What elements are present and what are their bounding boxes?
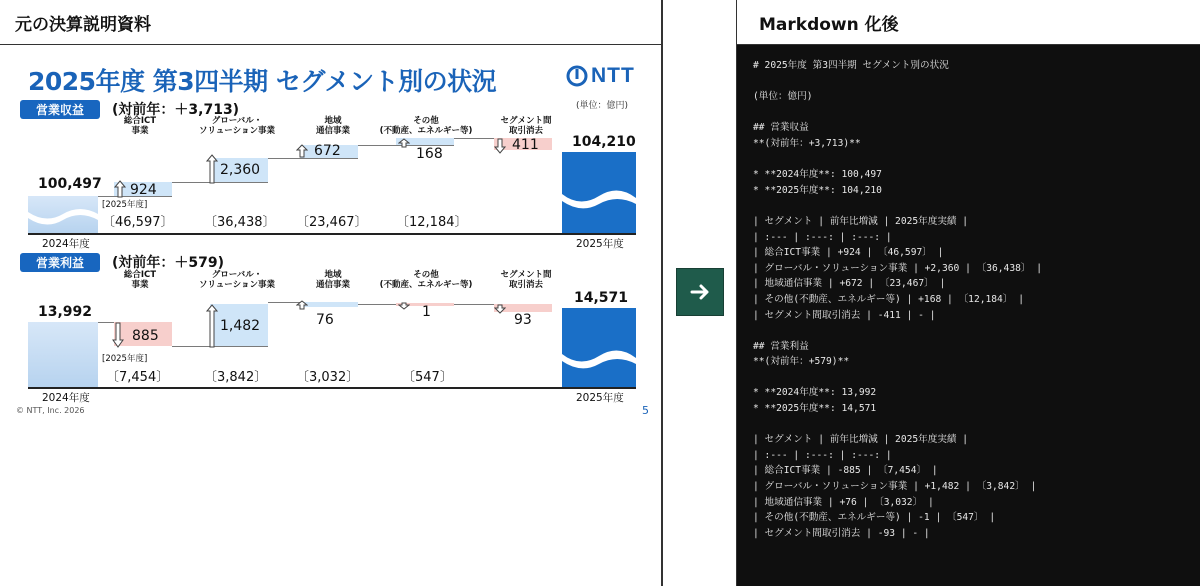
revenue-seg-head-4: その他 (不動産、エネルギー等) [379,116,473,136]
slide-title: 2025年度 第3四半期 セグメント別の状況 [28,67,497,96]
markdown-line: | グローバル・ソリューション事業 | +2,360 | 〔36,438〕 | [753,262,1043,274]
ntt-logo-icon [566,65,588,87]
down-arrow-icon [398,302,410,310]
markdown-line: (単位：億円) [753,91,813,103]
left-panel-title: 元の決算説明資料 [15,15,151,35]
markdown-line: | グローバル・ソリューション事業 | +1,482 | 〔3,842〕 | [753,481,1037,493]
page-number: 5 [642,404,649,417]
markdown-line: **(対前年：+3,713)** [753,137,861,149]
profit-prev-value: 13,992 [38,304,93,320]
profit-delta-3: 76 [316,312,334,328]
profit-actual-2: 〔3,842〕 [204,370,268,385]
profit-seg-head-5: セグメント間 取引消去 [500,270,552,290]
profit-seg-head-4: その他 (不動産、エネルギー等) [379,270,473,290]
markdown-line: | :--- | :---: | :---: | [753,231,892,243]
profit-cur-wave [562,346,636,372]
profit-delta-2: 1,482 [220,318,261,334]
profit-delta-1: 885 [132,328,159,344]
slide [16,46,659,420]
unit-label: (単位：億円) [576,101,629,111]
markdown-line: | :--- | :---: | :---: | [753,449,892,461]
revenue-base-note: [2025年度] [102,200,148,210]
markdown-line [753,323,1042,339]
markdown-line: | その他(不動産、エネルギー等) | +168 | 〔12,184〕 | [753,293,1024,305]
markdown-line [753,370,1042,386]
profit-delta-bar-3 [300,302,358,307]
revenue-connector [172,182,268,183]
profit-actual-4: 〔547〕 [402,370,453,385]
revenue-actual-4: 〔12,184〕 [396,215,468,230]
revenue-actual-2: 〔36,438〕 [204,215,276,230]
up-arrow-icon [114,180,126,198]
profit-prev-year: 2024年度 [42,392,90,404]
convert-arrow-button[interactable] [676,268,724,316]
revenue-actual-1: 〔46,597〕 [102,215,174,230]
revenue-cur-wave [562,186,636,212]
markdown-line: | セグメント | 前年比増減 | 2025年度実績 | [753,215,969,227]
markdown-line: **(対前年：+579)** [753,356,850,368]
revenue-delta-4: 168 [416,146,443,162]
revenue-delta-3: 672 [314,143,341,159]
revenue-seg-head-1: 総合ICT 事業 [123,116,157,136]
profit-actual-1: 〔7,454〕 [106,370,170,385]
revenue-prev-value: 100,497 [38,176,102,192]
markdown-line: ## 営業利益 [753,340,809,352]
copyright: © NTT, Inc. 2026 [16,406,85,415]
revenue-actual-3: 〔23,467〕 [296,215,368,230]
revenue-seg-head-3: 地域 通信事業 [315,116,350,136]
profit-yoy: (対前年：＋579) [112,255,225,271]
revenue-delta-2: 2,360 [220,162,261,178]
profit-cur-year: 2025年度 [576,392,624,404]
markdown-output[interactable] [753,58,1042,541]
markdown-line: * **2024年度**: 13,992 [753,387,877,399]
profit-seg-head-3: 地域 通信事業 [315,270,350,290]
markdown-line: | セグメント間取引消去 | -93 | - | [753,527,930,539]
profit-cur-value: 14,571 [574,290,629,306]
revenue-delta-1: 924 [130,182,157,198]
profit-prev-bar [28,322,98,387]
profit-delta-4: 1 [422,304,431,320]
up-arrow-icon [296,144,308,158]
profit-baseline [28,387,636,389]
markdown-line: | 地域通信事業 | +76 | 〔3,032〕 | [753,496,934,508]
down-arrow-icon [494,304,506,314]
profit-label: 営業利益 [20,253,100,272]
markdown-line: * **2025年度**: 14,571 [753,403,877,415]
markdown-line: | 地域通信事業 | +672 | 〔23,467〕 | [753,278,946,290]
profit-connector [172,346,268,347]
markdown-line: # 2025年度 第3四半期 セグメント別の状況 [753,60,949,71]
markdown-line: | 総合ICT事業 | +924 | 〔46,597〕 | [753,247,944,259]
markdown-line: ## 営業収益 [753,122,809,134]
up-arrow-icon [296,300,308,310]
markdown-line [753,152,1042,168]
revenue-seg-head-5: セグメント間 取引消去 [500,116,552,136]
revenue-label: 営業収益 [20,100,100,119]
right-panel-header [737,0,1200,45]
markdown-line: | その他(不動産、エネルギー等) | -1 | 〔547〕 | [753,512,996,524]
markdown-line [753,74,1042,90]
markdown-line: * **2024年度**: 100,497 [753,169,882,181]
revenue-cur-year: 2025年度 [576,238,624,250]
up-arrow-icon [206,304,218,348]
down-arrow-icon [494,138,506,154]
revenue-baseline [28,233,636,235]
revenue-prev-year: 2024年度 [42,238,90,250]
arrow-right-icon [689,281,711,303]
profit-actual-3: 〔3,032〕 [296,370,360,385]
profit-seg-head-2: グローバル・ ソリューション事業 [199,270,275,290]
revenue-seg-head-2: グローバル・ ソリューション事業 [199,116,275,136]
up-arrow-icon [398,138,410,148]
markdown-line: | セグメント | 前年比増減 | 2025年度実績 | [753,434,969,446]
left-panel-header [0,0,661,45]
logo-text: NTT [591,64,635,87]
revenue-prev-wave [28,204,98,226]
ntt-logo [566,64,635,88]
markdown-line [753,198,1042,214]
revenue-delta-5: 411 [512,137,539,153]
profit-delta-5: 93 [514,312,532,328]
up-arrow-icon [206,154,218,184]
profit-seg-head-1: 総合ICT 事業 [123,270,157,290]
right-panel-title: Markdown 化後 [759,15,899,35]
markdown-line [753,105,1042,121]
markdown-panel [736,0,1200,586]
markdown-line [753,417,1042,433]
profit-base-note: [2025年度] [102,354,148,364]
down-arrow-icon [112,322,124,348]
markdown-line: * **2025年度**: 104,210 [753,184,882,196]
revenue-connector [268,158,358,159]
markdown-line: | セグメント間取引消去 | -411 | - | [753,309,936,321]
markdown-line: | 総合ICT事業 | -885 | 〔7,454〕 | [753,465,938,477]
revenue-yoy: (対前年：＋3,713) [112,102,240,118]
revenue-cur-value: 104,210 [572,134,636,150]
